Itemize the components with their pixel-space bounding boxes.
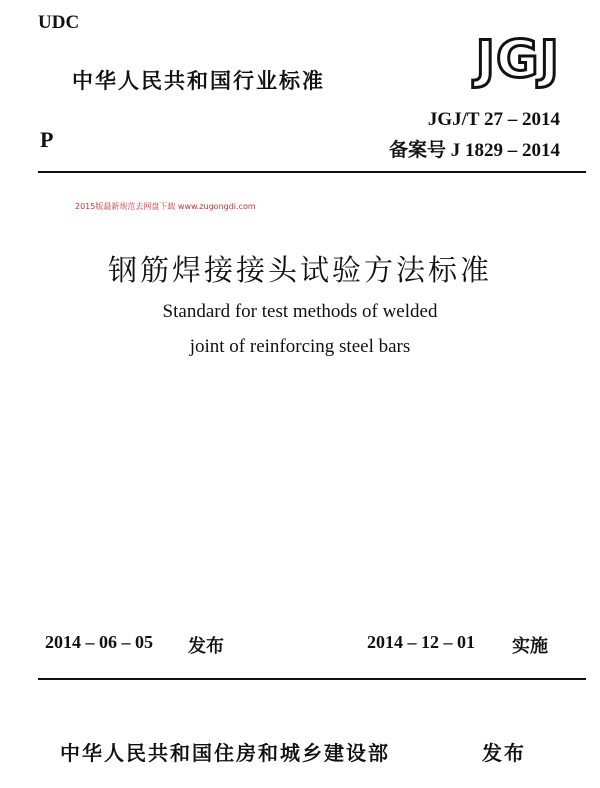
top-divider	[38, 171, 586, 173]
implementation-date: 2014 – 12 – 01	[367, 632, 475, 652]
implementation-label: 实施	[512, 636, 548, 657]
title-chinese: 钢筋焊接接头试验方法标准	[107, 255, 492, 287]
title-english-line1: Standard for test methods of welded	[162, 301, 438, 322]
publish-label: 发布	[482, 741, 526, 765]
jgj-logo: JGJ	[475, 30, 560, 90]
record-number: 备案号 J 1829 – 2014	[388, 140, 560, 161]
watermark-text: 2015版最新规范去网盘下载 www.zugongdi.com	[75, 202, 256, 211]
publisher: 中华人民共和国住房和城乡建设部	[60, 741, 390, 765]
udc-label: UDC	[38, 12, 80, 33]
classification-letter: P	[40, 127, 54, 152]
standard-number: JGJ/T 27 – 2014	[427, 109, 560, 130]
issue-date: 2014 – 06 – 05	[45, 632, 153, 652]
standard-category: 中华人民共和国行业标准	[72, 69, 325, 93]
issue-label: 发布	[188, 636, 224, 657]
title-english-line2: joint of reinforcing steel bars	[189, 336, 411, 357]
bottom-divider	[38, 678, 586, 680]
